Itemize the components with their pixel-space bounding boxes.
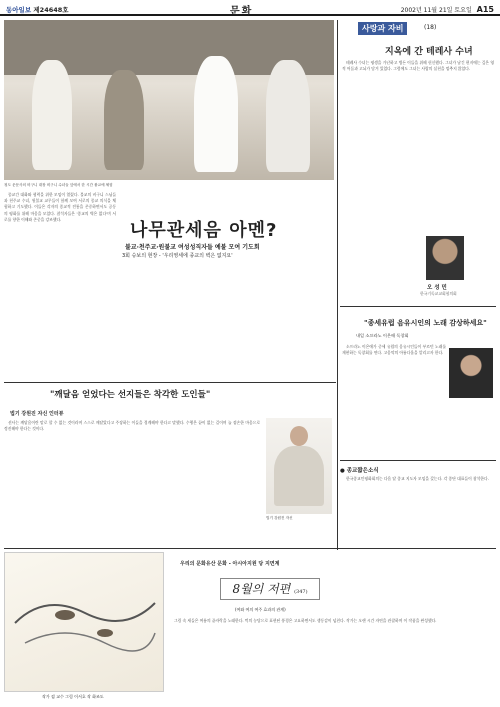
masthead-right bbox=[401, 5, 494, 14]
paper-name: 동아일보 bbox=[6, 6, 32, 14]
figure-nun-3 bbox=[266, 60, 310, 172]
section-title: 문화 bbox=[230, 6, 254, 17]
column-body bbox=[342, 60, 494, 232]
divider-right-2 bbox=[340, 460, 496, 461]
bottom-sub: (여와 여의 여주 효과의 관계) bbox=[235, 607, 286, 612]
figure-nun-2 bbox=[194, 56, 238, 172]
lower-story-tag: 법기 강원진 자신 인터뷰 bbox=[10, 411, 64, 417]
divider-bottom bbox=[4, 548, 496, 549]
article-subhead: 불교·천주교·원불교 여성성직자들 예불 모여 기도회 bbox=[125, 244, 260, 251]
short-news-body bbox=[342, 476, 494, 546]
column-text: 테레사 수녀는 평생을 가난하고 병든 이들을 위해 헌신했다. 그녀가 남긴 편지에는 깊은 영적 어둠과 고뇌가 담겨 있었다. 그럼에도 그녀는 사랑의 실천을 멈추지 않았다. bbox=[342, 60, 494, 72]
short-news-text: 한국종교인평화회의는 다음 달 종교 지도자 모임을 갖는다. 각 종단 대표들이 참석한다. bbox=[346, 476, 489, 481]
interview-body bbox=[342, 344, 446, 454]
lower-story-title: "깨달음 얻었다는 선지들은 착각한 도인들" bbox=[50, 390, 211, 400]
painting-image bbox=[4, 552, 164, 692]
photo-caption: 청도 운문사의 비구니 대장 비구니 수녀들 앞에서 한 시간 불교에 체험 bbox=[4, 183, 113, 187]
short-news-title: ● 종교짧은소식 bbox=[340, 468, 379, 474]
monk-caption: 법기 강원진 자신 bbox=[266, 516, 293, 520]
figure-nun-1 bbox=[32, 60, 72, 170]
bottom-kicker: 우리의 문화유산 문화 - 아시아지원 당 지면계 bbox=[180, 561, 280, 567]
article-body-text: 종교간 대화와 협력을 위한 모임이 열렸다. 불교의 비구니 스님들과 천주교 수녀, 원불교 교무들이 함께 모여 서로의 종교 의식을 체험하고 기도했다. 이들은 각자의 종교적 전통을 존중하면서도 공동의 평화를 위해 마음을 모았다. 참석자들은 '종교의 벽은 없다'며 서로를 향한 이해와 존중을 강조했다. bbox=[4, 192, 116, 222]
author-name: 오 성 민 bbox=[427, 285, 447, 291]
article-kicker: 3회 승보의 현장 - '우리영세에 종교의 벽은 없지요' bbox=[122, 253, 233, 259]
interview-sub: 내일 소프라노 이은애 독창회 bbox=[356, 333, 409, 338]
singer-photo bbox=[449, 348, 493, 398]
main-photo bbox=[4, 20, 334, 180]
monk-photo bbox=[266, 418, 332, 514]
painting-art bbox=[5, 553, 165, 693]
divider-right-1 bbox=[340, 306, 496, 307]
bottom-title-box bbox=[220, 578, 320, 600]
column-tag-number: (18) bbox=[424, 24, 437, 31]
painting-caption: 작가 겸 교수 그림 이서호 작 화조도 bbox=[42, 694, 104, 699]
bottom-title-number: (347) bbox=[294, 589, 308, 595]
interview-text: 소프라노 이은애가 중세 유럽의 음유시인들이 부르던 노래를 재현하는 독창회를 연다. 고음악의 아름다움을 알리고자 한다. bbox=[342, 344, 446, 356]
figure-monk-1 bbox=[104, 70, 144, 170]
page-number: A15 bbox=[476, 5, 494, 14]
monk-robe bbox=[274, 446, 324, 506]
author-role: 한국기독교교회협의회 bbox=[420, 291, 457, 296]
column-title: 지옥에 간 테레사 수녀 bbox=[385, 47, 473, 57]
article-title: 나무관세음 아멘? bbox=[130, 220, 278, 241]
column-tag: 사랑과 자비 bbox=[358, 22, 407, 35]
column-divider bbox=[337, 20, 338, 550]
author-photo bbox=[426, 236, 464, 280]
divider-lower bbox=[4, 382, 336, 383]
issue-number: 제24648호 bbox=[33, 6, 69, 14]
bottom-body bbox=[170, 618, 496, 702]
interview-quote: "종세유럽 음유시인의 노래 감상하세요" bbox=[364, 319, 487, 327]
masthead bbox=[0, 0, 500, 16]
issue-date: 2002년 11월 21일 토요일 bbox=[400, 7, 472, 14]
lower-story-body bbox=[4, 420, 260, 540]
bottom-title: 8월의 저편 bbox=[232, 582, 291, 596]
bottom-text: 그림 속 새들은 여름의 끝자락을 노래한다. 먹의 농담으로 표현된 풍경은 고요하면서도 생동감이 넘친다. 작가는 오랜 시간 자연을 관찰하며 이 작품을 완성했다. bbox=[174, 618, 437, 623]
article-body-left bbox=[4, 192, 116, 372]
monk-head bbox=[290, 426, 308, 446]
masthead-left bbox=[6, 5, 69, 14]
lower-story-text: 선사는 깨달음이란 말로 할 수 없는 것이라며 스스로 깨달았다고 주장하는 이들을 경계해야 한다고 말했다. 수행은 끝이 없는 길이며 늘 겸손한 마음으로 정진해야 한다는 것이다. bbox=[4, 420, 260, 432]
